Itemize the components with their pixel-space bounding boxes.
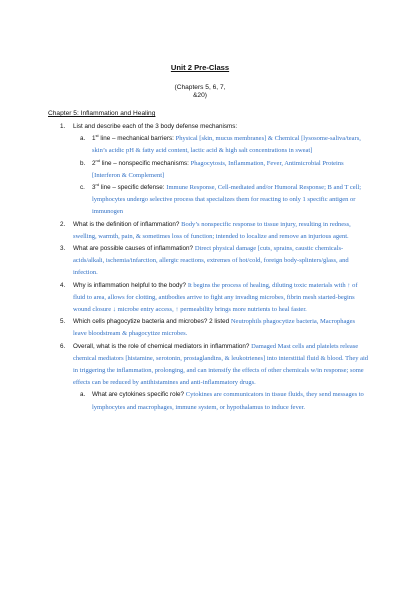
- chapter-heading: Chapter 5: Inflammation and Healing: [48, 110, 156, 117]
- ordinal-suffix: rd: [95, 181, 100, 187]
- list-item: [40, 316, 370, 340]
- question-text: What is the definition of inflammation?: [73, 220, 182, 228]
- subtitle-line-2: &20): [193, 92, 207, 100]
- question-text: line – mechanical barriers:: [98, 135, 176, 143]
- ordinal-number: 2: [92, 159, 96, 167]
- question-text: line – nonspecific mechanisms:: [99, 159, 191, 167]
- answer-text: Body’s nonspecific response to tissue injury, resulting in redness, swelling, warmth, pain, & sometimes loss of function; intended to localize and remove an injurious agent.: [73, 220, 351, 240]
- ordinal-suffix: nd: [95, 157, 100, 163]
- answer-text: It begins the process of healing, diluting toxic materials with ↑ of fluid to area, allows for clotting, antibodies arrive to fight any invading microbes, fibrin mesh started-begins wound closure ↓ microbe entry access, ↑ permeability brings more nutrients to heal faster.: [73, 281, 358, 314]
- answer-text: Direct physical damage [cuts, sprains, caustic chemicals-acids/alkali, ischemia/infarction, allergic reactions, extremes of hot/cold, foreign body-splinters/glass, and infection.: [73, 245, 349, 277]
- answer-text: Immune Response, Cell-mediated and/or Humoral Response; B and T cell; lymphocytes undergo selective process that specializes them for reacting to only 1 specific antigen or immunogen: [92, 184, 362, 216]
- list-item: [40, 243, 370, 280]
- page-subtitle: [0, 84, 400, 101]
- item-letter: a.: [80, 135, 86, 143]
- answer-text: Physical [skin, mucus membranes] & Chemical [lysosome-saliva/tears, skin’s acidic pH & fatty acid content, lactic acid & high salt concentrations in sweat]: [92, 135, 361, 155]
- sub-list-item: [40, 182, 370, 219]
- item-letter: c.: [80, 184, 85, 192]
- question-text: What are cytokines specific role?: [92, 391, 186, 399]
- subtitle-line-1: (Chapters 5, 6, 7,: [174, 84, 226, 91]
- answer-text: Cytokines are communicators in tissue fluids, they send messages to lymphocytes and macrophages, immune system, or hypothalamus to induce fever.: [92, 391, 364, 411]
- answer-text: Neutrophils phagocytize bacteria, Macrophages leave bloodstream & phagocytize microbes.: [73, 318, 356, 338]
- ordinal-number: 3: [92, 184, 96, 192]
- list-item: [40, 280, 370, 317]
- item-number: 6.: [60, 342, 66, 350]
- question-list: [40, 121, 370, 414]
- sub-list-item: [40, 389, 370, 413]
- item-letter: b.: [80, 159, 86, 167]
- item-number: 5.: [60, 318, 66, 326]
- sub-list-item: [40, 158, 370, 182]
- question-text: List and describe each of the 3 body defense mechanisms:: [73, 123, 238, 130]
- answer-text: Phagocytosis, Inflammation, Fever, Antimicrobial Proteins [Interferon & Complement]: [92, 159, 344, 179]
- sub-list-item: [40, 133, 370, 157]
- question-text: line – specific defense:: [99, 184, 167, 192]
- ordinal-number: 1: [92, 135, 96, 143]
- question-text: Overall, what is the role of chemical mediators in inflammation?: [73, 342, 252, 350]
- question-text: What are possible causes of inflammation?: [73, 245, 195, 253]
- list-item: [40, 219, 370, 243]
- item-letter: a.: [80, 391, 86, 399]
- item-number: 4.: [60, 281, 66, 289]
- answer-text: Damaged Mast cells and platelets release chemical mediators [histamine, serotonin, prostaglandins, & leukotrienes] into interstitial fluid & blood. They aid in triggering the inflammation, prolonging, and can intensify the effects of other chemicals w/in response; some effects can be reduced by antihistamines and anti-inflammatory drugs.: [73, 342, 369, 387]
- question-text: Which cells phagocytize bacteria and microbes? 2 listed: [73, 318, 231, 326]
- page-title: Unit 2 Pre-Class: [170, 63, 230, 72]
- question-text: Why is inflammation helpful to the body?: [73, 281, 188, 289]
- item-number: 1.: [60, 123, 66, 130]
- item-number: 3.: [60, 245, 66, 253]
- list-item: [40, 341, 370, 390]
- list-item: [40, 121, 370, 133]
- ordinal-suffix: st: [95, 133, 99, 139]
- item-number: 2.: [60, 220, 66, 228]
